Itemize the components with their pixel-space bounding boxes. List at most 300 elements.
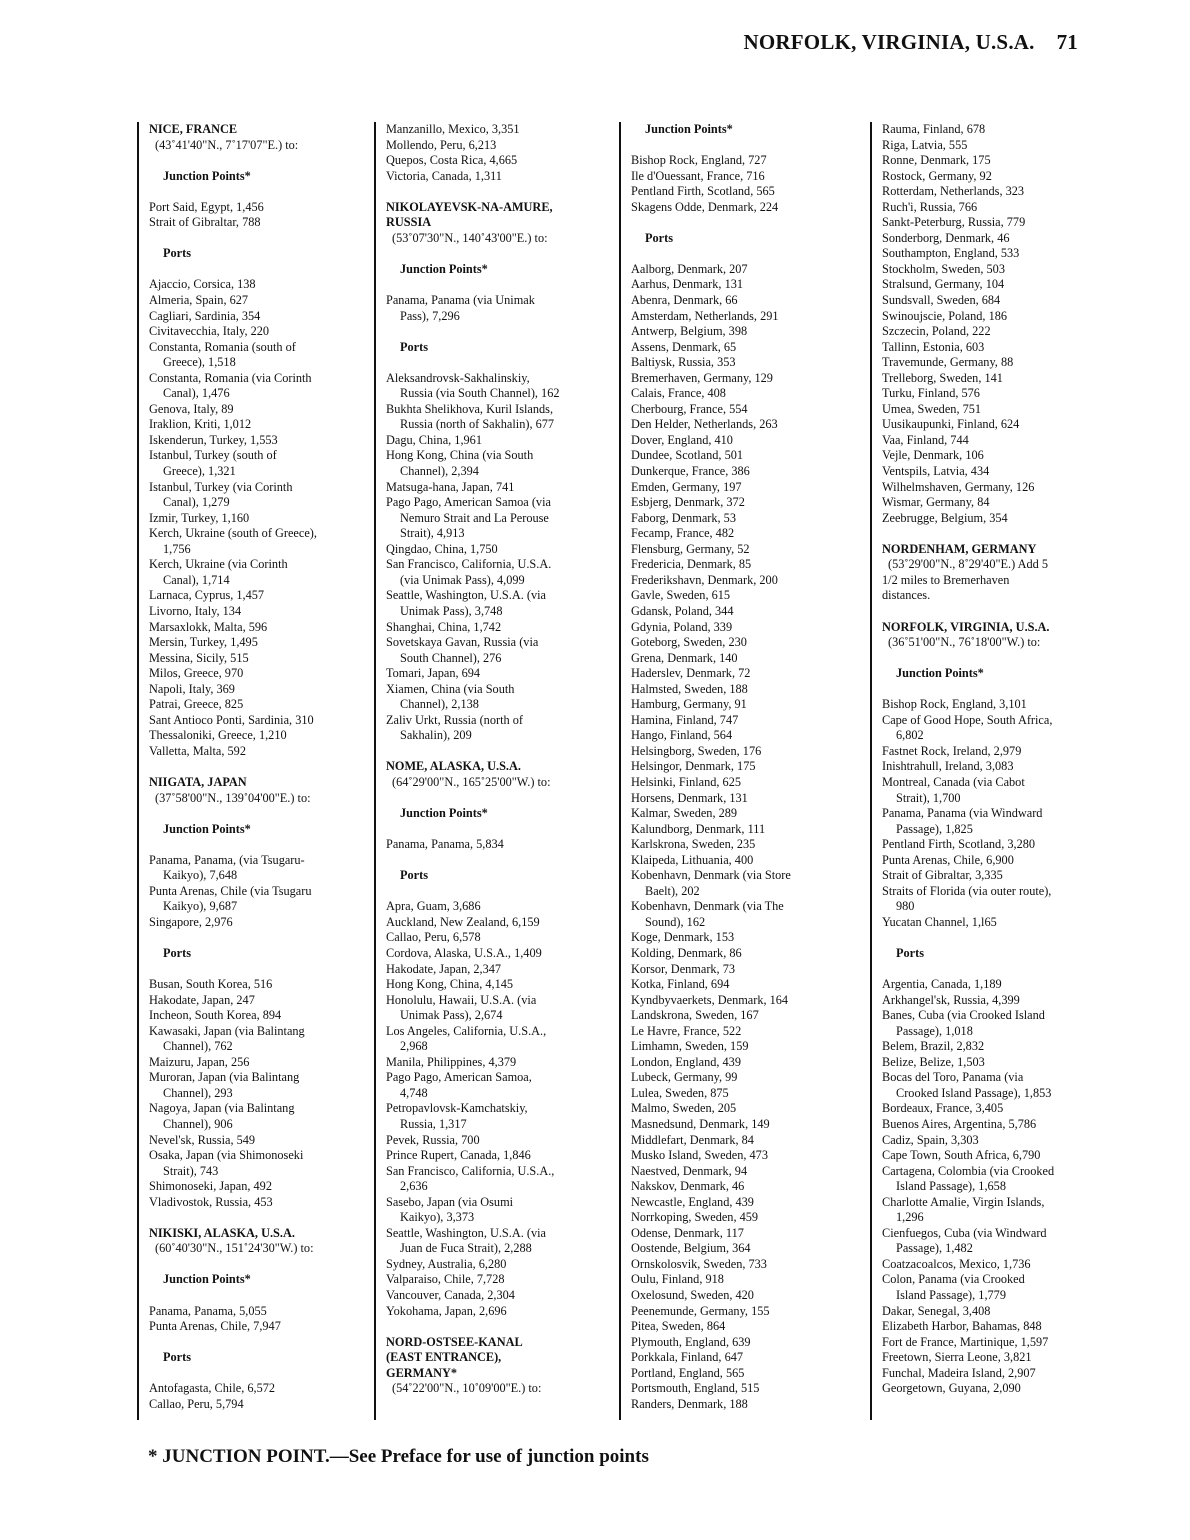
distance-entry: Panama, Panama, 5,834: [386, 837, 504, 852]
distance-entry: Shimonoseki, Japan, 492: [149, 1179, 272, 1194]
distance-entry: Dundee, Scotland, 501: [631, 448, 744, 463]
distance-entry: Newcastle, England, 439: [631, 1194, 754, 1209]
distance-entry: Rauma, Finland, 678: [882, 122, 986, 136]
distance-entry: Muroran, Japan (via Balintang: [149, 1070, 300, 1085]
distance-entry: Hakodate, Japan, 2,347: [386, 961, 502, 976]
distance-entry: Kerch, Ukraine (via Corinth: [149, 557, 288, 572]
distance-entry: Arkhangel'sk, Russia, 4,399: [882, 992, 1020, 1007]
distance-entry: Kyndbyvaerkets, Denmark, 164: [631, 992, 789, 1007]
distance-entry: Sovetskaya Gavan, Russia (via: [386, 635, 539, 650]
distance-entry: Hakodate, Japan, 247: [149, 992, 255, 1007]
entry-continuation: South Channel), 276: [400, 650, 502, 665]
distance-entry: Istanbul, Turkey (via Corinth: [149, 479, 293, 494]
spacer: [149, 759, 369, 775]
distance-entry: Tomari, Japan, 694: [386, 666, 481, 681]
distance-entry: Port Said, Egypt, 1,456: [149, 199, 264, 214]
distance-entry: Gdansk, Poland, 344: [631, 603, 734, 618]
running-head: [744, 30, 1078, 55]
distance-entry: Calais, France, 408: [631, 386, 726, 401]
distance-entry: Dagu, China, 1,961: [386, 432, 482, 447]
distance-entry: Panama, Panama (via Unimak: [386, 293, 535, 308]
distance-entry: Den Helder, Netherlands, 263: [631, 417, 778, 432]
entry-continuation: Greece), 1,518: [163, 355, 236, 370]
distance-entry: Limhamn, Sweden, 159: [631, 1039, 749, 1054]
distance-entry: Ventspils, Latvia, 434: [882, 464, 990, 479]
distance-entry: Cherbourg, France, 554: [631, 401, 748, 416]
place-heading: NIIGATA, JAPAN: [149, 774, 247, 789]
distance-entry: Strait of Gibraltar, 3,335: [882, 868, 1003, 883]
entry-continuation: Passage), 1,018: [896, 1023, 973, 1038]
column-4: [870, 122, 1100, 1420]
distance-entry: Horsens, Denmark, 131: [631, 790, 748, 805]
distance-entry: Sundsvall, Sweden, 684: [882, 293, 1001, 308]
distance-entry: Dunkerque, France, 386: [631, 464, 750, 479]
distance-entry: Norrkoping, Sweden, 459: [631, 1210, 759, 1225]
distance-entry: Trelleborg, Sweden, 141: [882, 370, 1003, 385]
distance-entry: Aleksandrovsk-Sakhalinskiy,: [386, 370, 530, 385]
distance-entry: Mollendo, Peru, 6,213: [386, 137, 497, 152]
place-heading: NICE, FRANCE: [149, 122, 238, 136]
distance-entry: Matsuga-hana, Japan, 741: [386, 479, 515, 494]
spacer: [882, 962, 1100, 978]
coordinates: (36˚51'00"N., 76˚18'00"W.) to:: [888, 635, 1041, 650]
distance-entry: Antofagasta, Chile, 6,572: [149, 1381, 276, 1396]
distance-entry: Straits of Florida (via outer route),: [882, 883, 1052, 898]
distance-entry: Pentland Firth, Scotland, 565: [631, 184, 775, 199]
distance-entry: Callao, Peru, 6,578: [386, 930, 481, 945]
distance-entry: Frederikshavn, Denmark, 200: [631, 572, 778, 587]
distance-entry: Aalborg, Denmark, 207: [631, 261, 748, 276]
distance-entry: Antwerp, Belgium, 398: [631, 324, 748, 339]
entry-continuation: Channel), 2,138: [400, 697, 479, 712]
distance-entry: Turku, Finland, 576: [882, 386, 980, 401]
distance-entry: Petropavlovsk-Kamchatskiy,: [386, 1101, 528, 1116]
section-heading: Ports: [645, 230, 673, 245]
column-2: [374, 122, 614, 1420]
section-heading: Junction Points*: [400, 261, 488, 276]
distance-entry: Vancouver, Canada, 2,304: [386, 1288, 515, 1303]
entry-continuation: Pass), 7,296: [400, 308, 460, 323]
distance-entry: Yucatan Channel, 1,l65: [882, 914, 997, 929]
distance-entry: Panama, Panama, (via Tsugaru-: [149, 852, 305, 867]
distance-entry: Pentland Firth, Scotland, 3,280: [882, 837, 1036, 852]
entry-continuation: 2,968: [400, 1039, 428, 1054]
entry-continuation: Passage), 1,825: [896, 821, 973, 836]
distance-entry: Randers, Denmark, 188: [631, 1396, 748, 1411]
distance-entry: Kalundborg, Denmark, 111: [631, 821, 766, 836]
section-heading: Ports: [163, 246, 191, 261]
distance-entry: Strait of Gibraltar, 788: [149, 215, 261, 230]
distance-entry: Esbjerg, Denmark, 372: [631, 495, 745, 510]
distance-entry: Callao, Peru, 5,794: [149, 1396, 244, 1411]
spacer: [386, 184, 614, 200]
section-heading: Junction Points*: [163, 1272, 251, 1287]
entry-continuation: Baelt), 202: [645, 883, 700, 898]
distance-entry: Banes, Cuba (via Crooked Island: [882, 1008, 1045, 1023]
distance-entry: Plymouth, England, 639: [631, 1334, 751, 1349]
entry-continuation: 1,296: [896, 1210, 924, 1225]
distance-entry: Panama, Panama, 5,055: [149, 1303, 267, 1318]
distance-table-columns: [0, 122, 1190, 1422]
distance-entry: Haderslev, Denmark, 72: [631, 666, 751, 681]
distance-entry: Maizuru, Japan, 256: [149, 1054, 250, 1069]
spacer: [149, 930, 369, 946]
entry-continuation: Unimak Pass), 3,748: [400, 603, 503, 618]
distance-entry: Charlotte Amalie, Virgin Islands,: [882, 1194, 1045, 1209]
distance-entry: Constanta, Romania (south of: [149, 339, 296, 354]
spacer: [149, 837, 369, 853]
spacer: [149, 1288, 369, 1304]
distance-entry: Sonderborg, Denmark, 46: [882, 230, 1010, 245]
spacer: [149, 231, 369, 247]
distance-entry: Ornskolosvik, Sweden, 733: [631, 1256, 767, 1271]
place-heading: NIKISKI, ALASKA, U.S.A.: [149, 1225, 295, 1240]
spacer: [149, 262, 369, 278]
distance-entry: Nakskov, Denmark, 46: [631, 1179, 745, 1194]
distance-entry: Assens, Denmark, 65: [631, 339, 737, 354]
distance-entry: San Francisco, California, U.S.A.: [386, 557, 552, 572]
spacer: [882, 604, 1100, 620]
distance-entry: Punta Arenas, Chile, 6,900: [882, 852, 1014, 867]
section-heading: Ports: [163, 1350, 191, 1365]
junction-point-footnote: * JUNCTION POINT.—See Preface for use of junction points: [148, 1446, 649, 1467]
distance-entry: Lubeck, Germany, 99: [631, 1070, 738, 1085]
distance-entry: Hango, Finland, 564: [631, 728, 733, 743]
distance-entry: Argentia, Canada, 1,189: [882, 977, 1002, 992]
distance-entry: Dakar, Senegal, 3,408: [882, 1303, 991, 1318]
distance-entry: Los Angeles, California, U.S.A.,: [386, 1023, 547, 1038]
distance-entry: Vladivostok, Russia, 453: [149, 1194, 273, 1209]
distance-entry: Victoria, Canada, 1,311: [386, 168, 502, 183]
spacer: [631, 215, 865, 231]
distance-entry: Landskrona, Sweden, 167: [631, 1008, 759, 1023]
distance-entry: Valletta, Malta, 592: [149, 743, 246, 758]
distance-entry: London, England, 439: [631, 1054, 741, 1069]
coordinates: (53˚29'00"N., 8˚29'40"E.) Add 5: [888, 557, 1048, 572]
distance-entry: Cartagena, Colombia (via Crooked: [882, 1163, 1055, 1178]
distance-entry: Sydney, Australia, 6,280: [386, 1256, 507, 1271]
distance-entry: Inishtrahull, Ireland, 3,083: [882, 759, 1014, 774]
distance-entry: Civitavecchia, Italy, 220: [149, 324, 270, 339]
distance-entry: Odense, Denmark, 117: [631, 1225, 744, 1240]
distance-entry: Kolding, Denmark, 86: [631, 945, 742, 960]
distance-entry: Seattle, Washington, U.S.A. (via: [386, 588, 546, 603]
distance-entry: Prince Rupert, Canada, 1,846: [386, 1148, 531, 1163]
distance-entry: Mersin, Turkey, 1,495: [149, 635, 258, 650]
distance-entry: Messina, Sicily, 515: [149, 650, 249, 665]
distance-entry: Portland, England, 565: [631, 1365, 745, 1380]
distance-entry: distances.: [882, 588, 931, 603]
entry-continuation: Strait), 1,700: [896, 790, 961, 805]
distance-entry: Oxelosund, Sweden, 420: [631, 1288, 754, 1303]
entry-continuation: Russia (north of Sakhalin), 677: [400, 417, 555, 432]
distance-entry: Yokohama, Japan, 2,696: [386, 1303, 507, 1318]
entry-continuation: 980: [896, 899, 915, 914]
distance-entry: Nevel'sk, Russia, 549: [149, 1132, 256, 1147]
entry-continuation: Channel), 906: [163, 1117, 233, 1131]
distance-entry: San Francisco, California, U.S.A.,: [386, 1163, 555, 1178]
distance-entry: Belize, Belize, 1,503: [882, 1054, 985, 1069]
distance-entry: Quepos, Costa Rica, 4,665: [386, 153, 518, 168]
distance-entry: Fredericia, Denmark, 85: [631, 557, 752, 572]
distance-entry: Singapore, 2,976: [149, 914, 233, 929]
distance-entry: Seattle, Washington, U.S.A. (via: [386, 1225, 546, 1240]
distance-entry: Goteborg, Sweden, 230: [631, 635, 747, 650]
spacer: [386, 853, 614, 869]
entry-continuation: Unimak Pass), 2,674: [400, 1008, 503, 1023]
distance-entry: Wismar, Germany, 84: [882, 495, 990, 510]
distance-entry: Pago Pago, American Samoa (via: [386, 495, 551, 510]
distance-entry: Manila, Philippines, 4,379: [386, 1054, 517, 1069]
spacer: [149, 1210, 369, 1226]
distance-entry: Bishop Rock, England, 3,101: [882, 697, 1027, 712]
entry-continuation: Greece), 1,321: [163, 464, 236, 479]
section-heading: Ports: [400, 868, 428, 883]
distance-entry: Koge, Denmark, 153: [631, 930, 735, 945]
distance-entry: Osaka, Japan (via Shimonoseki: [149, 1148, 304, 1163]
distance-entry: Pago Pago, American Samoa,: [386, 1070, 532, 1085]
distance-entry: Kerch, Ukraine (south of Greece),: [149, 526, 317, 541]
distance-entry: Riga, Latvia, 555: [882, 137, 968, 152]
spacer: [149, 806, 369, 822]
distance-entry: Vejle, Denmark, 106: [882, 448, 984, 463]
distance-entry: Kalmar, Sweden, 289: [631, 806, 738, 821]
spacer: [882, 651, 1100, 667]
entry-continuation: Kaikyo), 9,687: [163, 899, 238, 914]
entry-continuation: Channel), 762: [163, 1039, 233, 1054]
place-heading: RUSSIA: [386, 215, 432, 230]
distance-entry: Panama, Panama (via Windward: [882, 806, 1043, 821]
distance-entry: Stralsund, Germany, 104: [882, 277, 1005, 292]
entry-continuation: Russia (via South Channel), 162: [400, 386, 560, 401]
distance-entry: Karlskrona, Sweden, 235: [631, 837, 756, 852]
distance-entry: Travemunde, Germany, 88: [882, 355, 1014, 370]
distance-entry: Fastnet Rock, Ireland, 2,979: [882, 743, 1022, 758]
distance-entry: Bishop Rock, England, 727: [631, 153, 767, 168]
entry-continuation: Sound), 162: [645, 914, 706, 929]
entry-continuation: Canal), 1,476: [163, 386, 230, 401]
distance-entry: Ruch'i, Russia, 766: [882, 199, 978, 214]
distance-entry: 1/2 miles to Bremerhaven: [882, 572, 1010, 587]
distance-entry: Cordova, Alaska, U.S.A., 1,409: [386, 945, 542, 960]
entry-continuation: Canal), 1,279: [163, 495, 230, 510]
distance-entry: Wilhelmshaven, Germany, 126: [882, 479, 1035, 494]
distance-entry: Constanta, Romania (via Corinth: [149, 370, 312, 385]
distance-entry: Hong Kong, China (via South: [386, 448, 534, 463]
distance-entry: Malmo, Sweden, 205: [631, 1101, 737, 1116]
spacer: [386, 791, 614, 807]
distance-entry: Kotka, Finland, 694: [631, 977, 730, 992]
distance-entry: Izmir, Turkey, 1,160: [149, 510, 250, 525]
distance-entry: Hong Kong, China, 4,145: [386, 977, 514, 992]
spacer: [149, 1335, 369, 1351]
section-heading: Ports: [896, 945, 924, 960]
distance-entry: Kobenhavn, Denmark (via The: [631, 899, 784, 914]
distance-entry: Gdynia, Poland, 339: [631, 619, 733, 634]
distance-entry: Qingdao, China, 1,750: [386, 541, 498, 556]
distance-entry: Klaipeda, Lithuania, 400: [631, 852, 754, 867]
distance-entry: Cienfuegos, Cuba (via Windward: [882, 1225, 1047, 1240]
column-3: [619, 122, 865, 1420]
entry-continuation: 4,748: [400, 1085, 428, 1100]
page-number: 71: [1056, 30, 1078, 54]
spacer: [386, 822, 614, 838]
distance-entry: Skagens Odde, Denmark, 224: [631, 199, 779, 214]
distance-entry: Pitea, Sweden, 864: [631, 1319, 726, 1334]
section-heading: Junction Points*: [896, 666, 984, 681]
entry-continuation: (via Unimak Pass), 4,099: [400, 572, 525, 587]
distance-entry: Portsmouth, England, 515: [631, 1381, 760, 1396]
spacer: [631, 138, 865, 154]
place-heading: NORD-OSTSEE-KANAL: [386, 1334, 523, 1349]
distance-entry: Elizabeth Harbor, Bahamas, 848: [882, 1319, 1042, 1334]
column-1: [137, 122, 369, 1420]
distance-entry: Tallinn, Estonia, 603: [882, 339, 985, 354]
distance-entry: Korsor, Denmark, 73: [631, 961, 736, 976]
distance-entry: Abenra, Denmark, 66: [631, 293, 738, 308]
distance-entry: Aarhus, Denmark, 131: [631, 277, 744, 292]
entry-continuation: Russia, 1,317: [400, 1117, 467, 1131]
distance-entry: Oostende, Belgium, 364: [631, 1241, 751, 1256]
spacer: [882, 682, 1100, 698]
distance-entry: Kawasaki, Japan (via Balintang: [149, 1023, 305, 1038]
distance-entry: Cape Town, South Africa, 6,790: [882, 1148, 1041, 1163]
distance-entry: Baltiysk, Russia, 353: [631, 355, 736, 370]
distance-entry: Amsterdam, Netherlands, 291: [631, 308, 779, 323]
distance-entry: Porkkala, Finland, 647: [631, 1350, 744, 1365]
entry-continuation: Strait), 4,913: [400, 526, 465, 541]
distance-entry: Masnedsund, Denmark, 149: [631, 1117, 770, 1131]
distance-entry: Punta Arenas, Chile (via Tsugaru: [149, 883, 312, 898]
distance-entry: Iskenderun, Turkey, 1,553: [149, 432, 278, 447]
distance-entry: Colon, Panama (via Crooked: [882, 1272, 1025, 1287]
distance-entry: Rostock, Germany, 92: [882, 168, 992, 183]
distance-entry: Ronne, Denmark, 175: [882, 153, 991, 168]
distance-entry: Xiamen, China (via South: [386, 681, 515, 696]
distance-entry: Umea, Sweden, 751: [882, 401, 982, 416]
distance-entry: Almeria, Spain, 627: [149, 293, 249, 308]
distance-entry: Nagoya, Japan (via Balintang: [149, 1101, 295, 1116]
spacer: [386, 1319, 614, 1335]
distance-entry: Georgetown, Guyana, 2,090: [882, 1381, 1021, 1396]
place-heading: NORDENHAM, GERMANY: [882, 541, 1037, 556]
coordinates: (60˚40'30"N., 151˚24'30"W.) to:: [155, 1241, 314, 1256]
entry-continuation: Canal), 1,714: [163, 572, 230, 587]
section-heading: Junction Points*: [163, 821, 251, 836]
distance-entry: Dover, England, 410: [631, 432, 733, 447]
spacer: [386, 246, 614, 262]
distance-entry: Freetown, Sierra Leone, 3,821: [882, 1350, 1032, 1365]
distance-entry: Sasebo, Japan (via Osumi: [386, 1194, 514, 1209]
entry-continuation: 1,756: [163, 541, 191, 556]
distance-entry: Honolulu, Hawaii, U.S.A. (via: [386, 992, 537, 1007]
distance-entry: Fecamp, France, 482: [631, 526, 735, 541]
place-heading: NIKOLAYEVSK-NA-AMURE,: [386, 199, 553, 214]
distance-entry: Emden, Germany, 197: [631, 479, 742, 494]
distance-entry: Musko Island, Sweden, 473: [631, 1148, 768, 1163]
distance-entry: Cagliari, Sardinia, 354: [149, 308, 261, 323]
distance-entry: Incheon, South Korea, 894: [149, 1008, 282, 1023]
distance-entry: Vaa, Finland, 744: [882, 432, 969, 447]
place-heading: NOME, ALASKA, U.S.A.: [386, 759, 521, 774]
distance-entry: Oulu, Finland, 918: [631, 1272, 724, 1287]
distance-entry: Helsinki, Finland, 625: [631, 774, 741, 789]
spacer: [386, 277, 614, 293]
entry-continuation: 2,636: [400, 1179, 428, 1194]
distance-entry: Flensburg, Germany, 52: [631, 541, 750, 556]
entry-continuation: Channel), 2,394: [400, 464, 479, 479]
spacer: [149, 1257, 369, 1273]
entry-continuation: Nemuro Strait and La Perouse: [400, 510, 549, 525]
distance-entry: Uusikaupunki, Finland, 624: [882, 417, 1020, 432]
place-heading: NORFOLK, VIRGINIA, U.S.A.: [882, 619, 1050, 634]
distance-entry: Sant Antioco Ponti, Sardinia, 310: [149, 712, 314, 727]
section-heading: Junction Points*: [163, 168, 251, 183]
distance-entry: Kobenhavn, Denmark (via Store: [631, 868, 791, 883]
distance-entry: Manzanillo, Mexico, 3,351: [386, 122, 520, 136]
coordinates: (64˚29'00"N., 165˚25'00"W.) to:: [392, 774, 551, 789]
place-heading: (EAST ENTRANCE),: [386, 1350, 502, 1365]
entry-continuation: 6,802: [896, 728, 924, 743]
distance-entry: Cadiz, Spain, 3,303: [882, 1132, 979, 1147]
spacer: [149, 962, 369, 978]
distance-entry: Halmsted, Sweden, 188: [631, 681, 748, 696]
distance-entry: Shanghai, China, 1,742: [386, 619, 502, 634]
distance-entry: Coatzacoalcos, Mexico, 1,736: [882, 1256, 1031, 1271]
distance-entry: Hamina, Finland, 747: [631, 712, 739, 727]
distance-entry: Marsaxlokk, Malta, 596: [149, 619, 268, 634]
distance-entry: Auckland, New Zealand, 6,159: [386, 914, 540, 929]
entry-continuation: Strait), 743: [163, 1163, 219, 1178]
distance-entry: Le Havre, France, 522: [631, 1023, 742, 1038]
spacer: [882, 526, 1100, 542]
spacer: [149, 1366, 369, 1382]
entry-continuation: Channel), 293: [163, 1085, 233, 1100]
distance-entry: Helsingborg, Sweden, 176: [631, 743, 762, 758]
entry-continuation: Passage), 1,482: [896, 1241, 973, 1256]
spacer: [386, 884, 614, 900]
section-heading: Ports: [163, 945, 191, 960]
coordinates: (54˚22'00"N., 10˚09'00"E.) to:: [392, 1381, 542, 1396]
entry-continuation: Kaikyo), 3,373: [400, 1210, 475, 1225]
spacer: [386, 355, 614, 371]
distance-entry: Istanbul, Turkey (south of: [149, 448, 277, 463]
distance-entry: Swinoujscie, Poland, 186: [882, 308, 1008, 323]
distance-entry: Bremerhaven, Germany, 129: [631, 370, 773, 385]
distance-entry: Patrai, Greece, 825: [149, 697, 244, 712]
distance-entry: Fort de France, Martinique, 1,597: [882, 1334, 1049, 1349]
distance-entry: Napoli, Italy, 369: [149, 681, 235, 696]
distance-entry: Sankt-Peterburg, Russia, 779: [882, 215, 1026, 230]
spacer: [386, 324, 614, 340]
distance-entry: Stockholm, Sweden, 503: [882, 261, 1005, 276]
entry-continuation: Island Passage), 1,658: [896, 1179, 1006, 1194]
entry-continuation: Sakhalin), 209: [400, 728, 472, 743]
distance-entry: Montreal, Canada (via Cabot: [882, 774, 1025, 789]
distance-entry: Ajaccio, Corsica, 138: [149, 277, 256, 292]
page-title: NORFOLK, VIRGINIA, U.S.A.: [743, 30, 1035, 54]
distance-entry: Szczecin, Poland, 222: [882, 324, 991, 339]
distance-entry: Bordeaux, France, 3,405: [882, 1101, 1004, 1116]
distance-entry: Punta Arenas, Chile, 7,947: [149, 1319, 281, 1334]
spacer: [149, 153, 369, 169]
distance-entry: Peenemunde, Germany, 155: [631, 1303, 770, 1318]
distance-entry: Naestved, Denmark, 94: [631, 1163, 748, 1178]
distance-entry: Southampton, England, 533: [882, 246, 1020, 261]
section-heading: Junction Points*: [400, 806, 488, 821]
distance-entry: Rotterdam, Netherlands, 323: [882, 184, 1025, 199]
distance-entry: Cape of Good Hope, South Africa,: [882, 712, 1053, 727]
